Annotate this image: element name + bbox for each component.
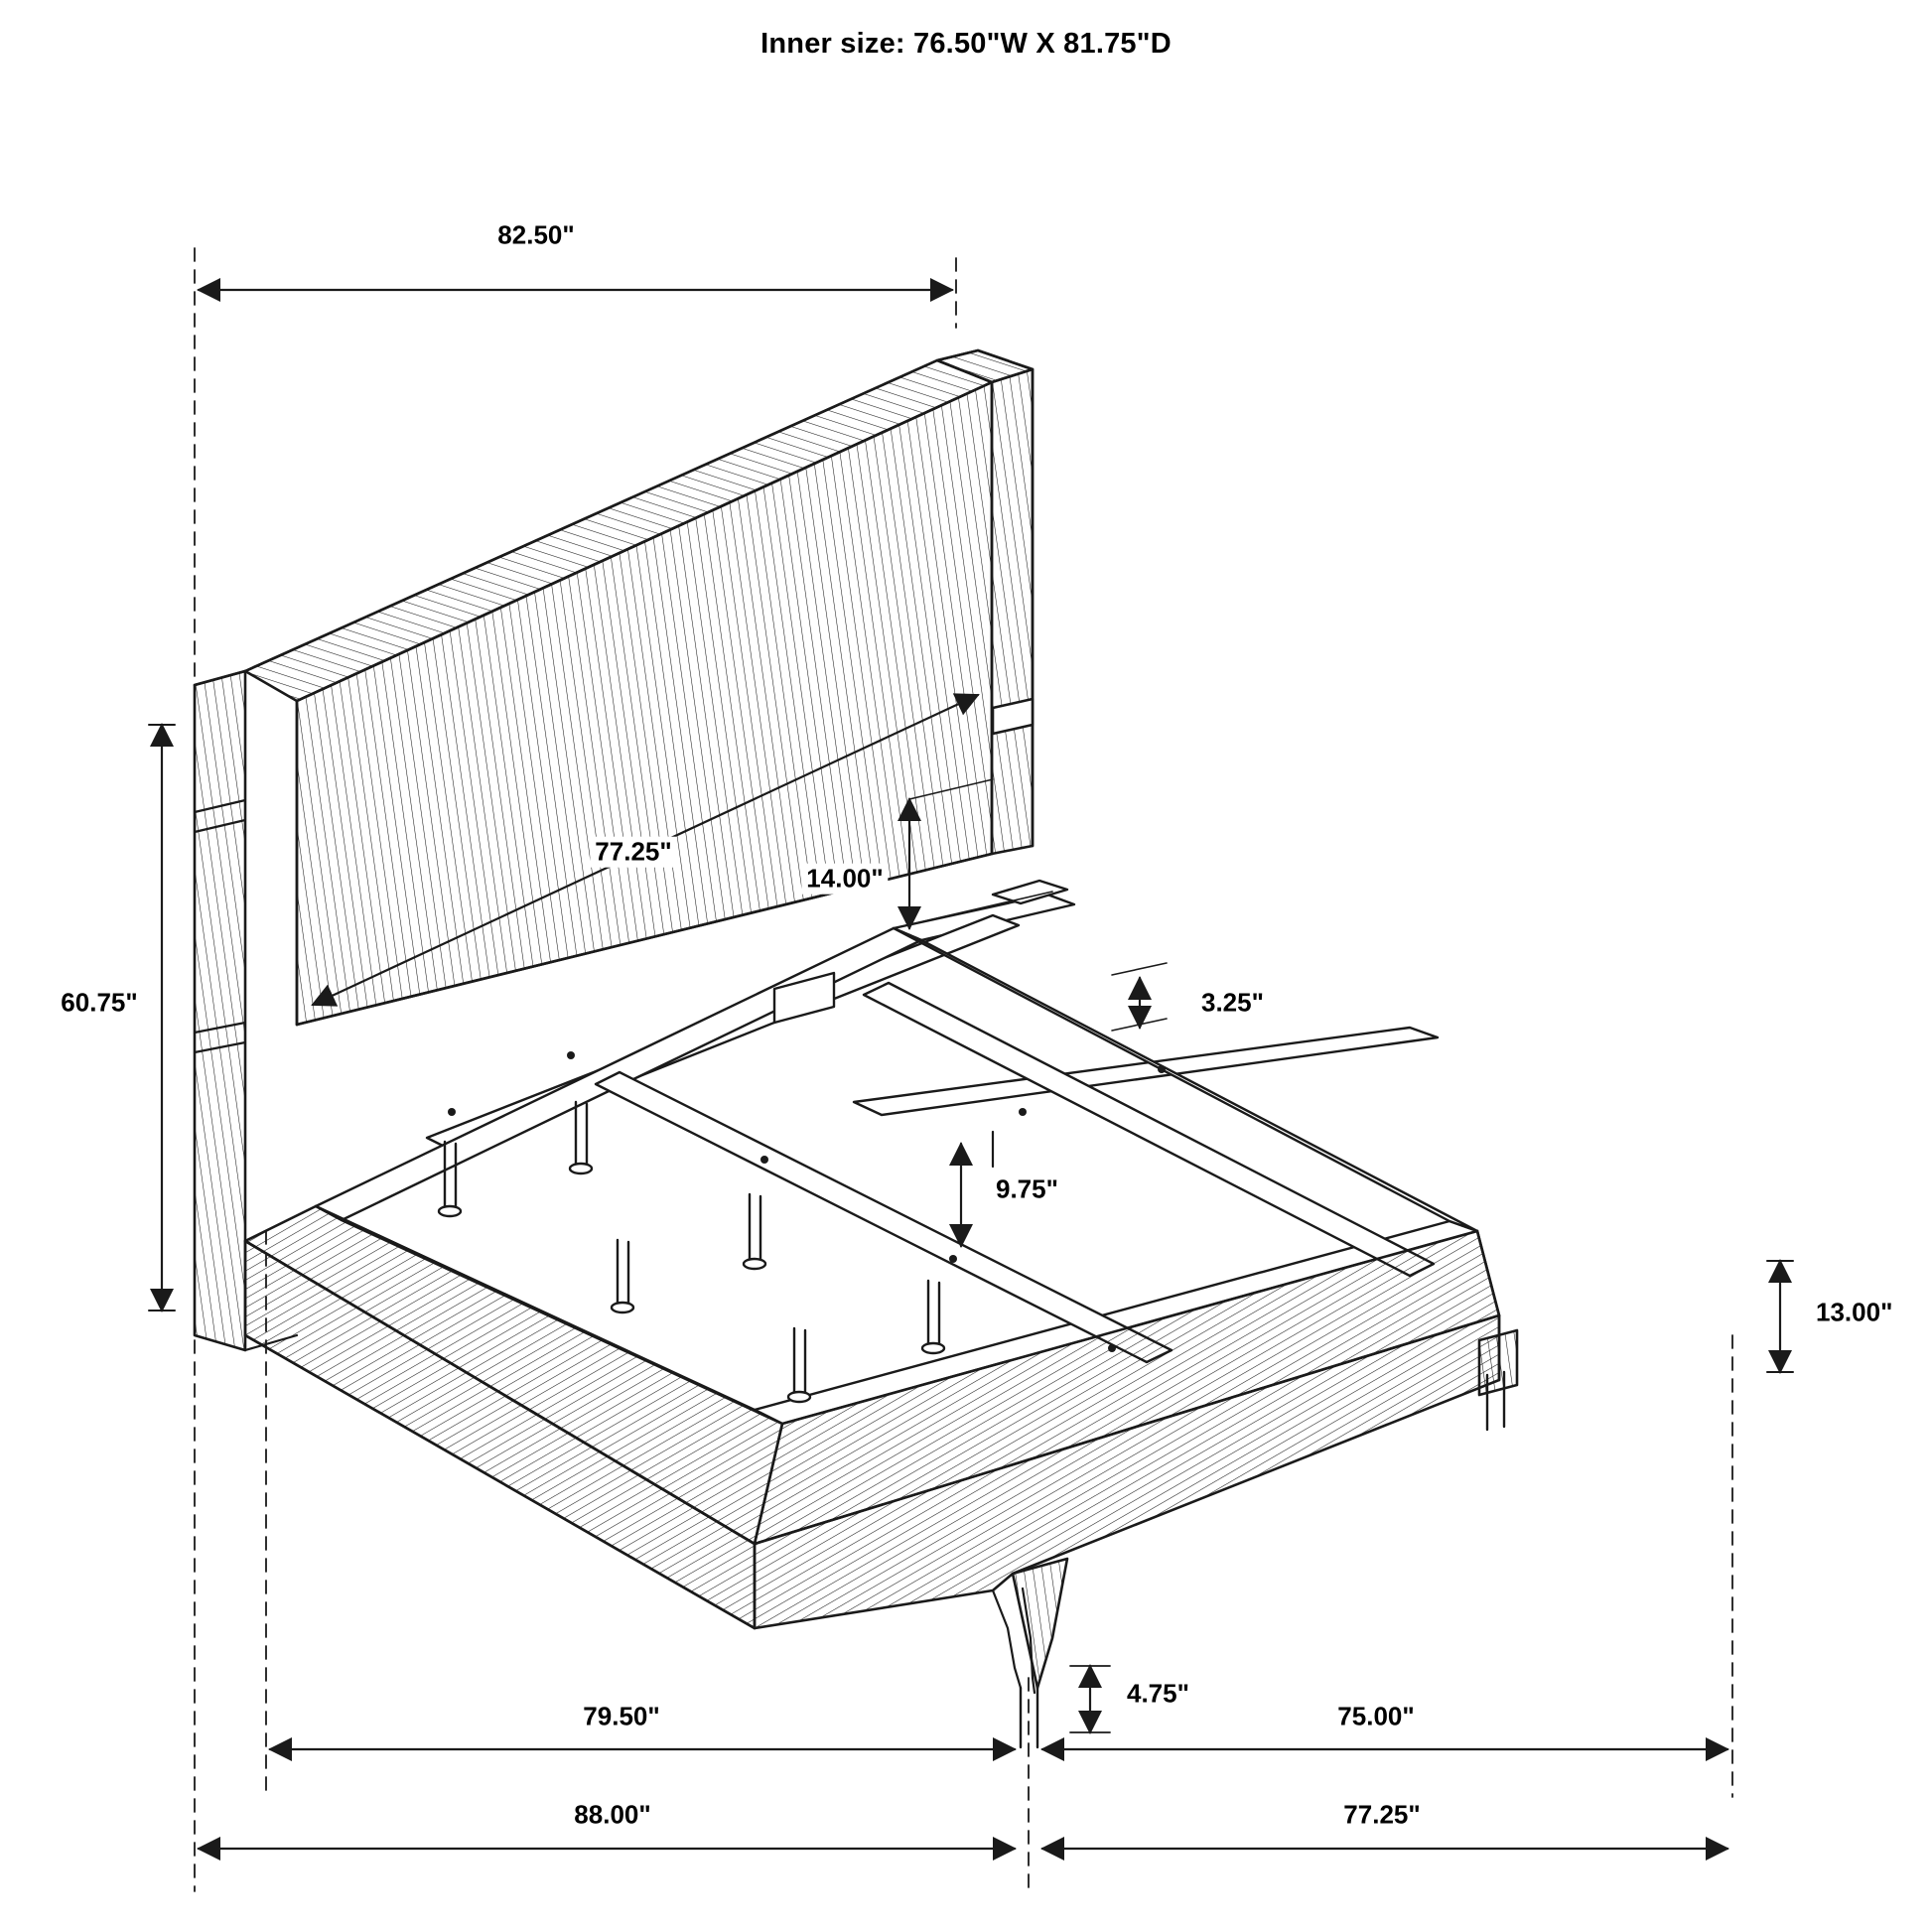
dim-label-82-50: 82.50" [492, 220, 579, 251]
dim-label-9-75: 9.75" [991, 1174, 1063, 1205]
page-title: Inner size: 76.50"W X 81.75"D [760, 28, 1172, 60]
dim-label-4-75: 4.75" [1122, 1679, 1194, 1710]
dim-label-3-25: 3.25" [1196, 988, 1269, 1019]
dim-label-75-00: 75.00" [1332, 1702, 1419, 1732]
dim-label-88-00: 88.00" [569, 1800, 655, 1831]
dim-label-13-00: 13.00" [1811, 1298, 1897, 1328]
dim-label-60-75: 60.75" [56, 988, 142, 1019]
dim-label-77-25-top: 77.25" [590, 837, 676, 868]
dim-label-14-00: 14.00" [801, 864, 888, 895]
dim-label-79-50: 79.50" [578, 1702, 664, 1732]
left-side-rail [245, 1206, 782, 1628]
drawing-geometry [149, 248, 1793, 1891]
dim-label-77-25-bottom: 77.25" [1338, 1800, 1425, 1831]
